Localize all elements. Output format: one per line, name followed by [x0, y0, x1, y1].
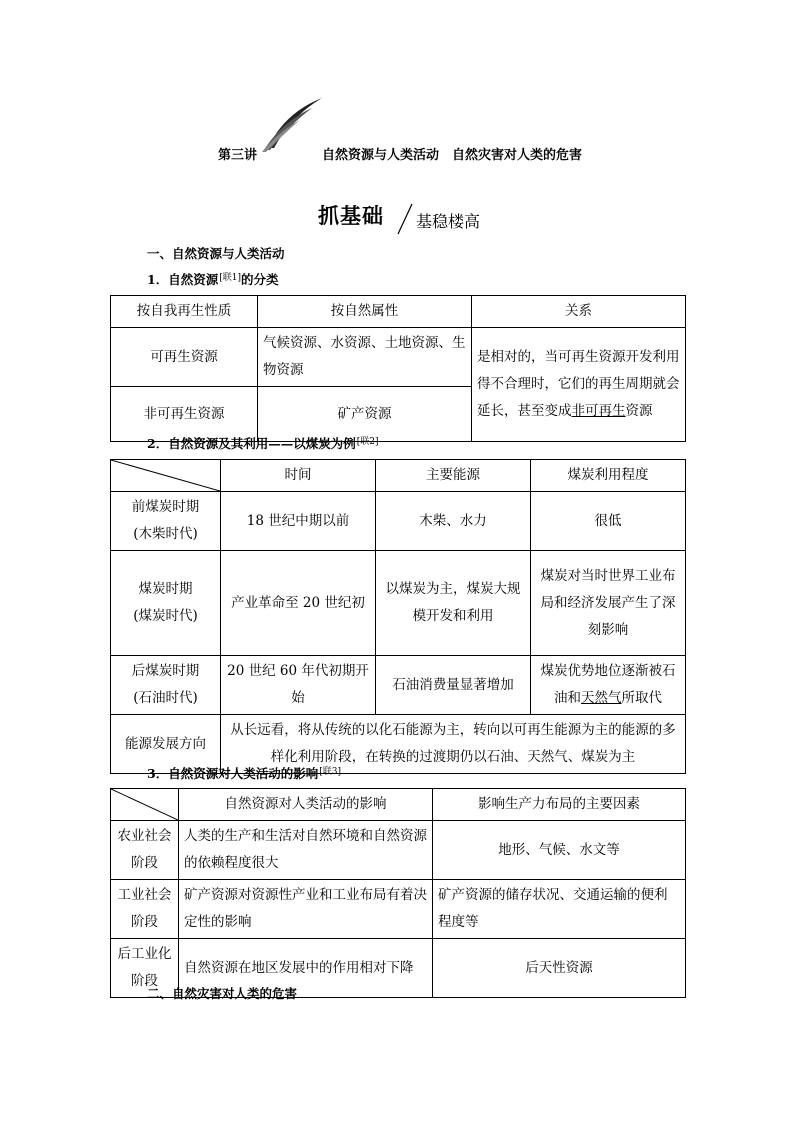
stage-cell: 工业社会阶段	[111, 880, 179, 939]
section-banner	[318, 200, 518, 236]
table2-header: 煤炭利用程度	[531, 460, 686, 492]
banner-main: 抓基础	[318, 203, 384, 228]
link-tag-2[interactable]: [联2]	[356, 437, 379, 447]
table3-cell: 矿产资源的储存状况、交通运输的便利程度等	[433, 880, 686, 939]
table2-cell: 石油消费量显著增加	[376, 656, 531, 715]
diagonal-header-cell	[111, 789, 179, 821]
section1-heading: 一、自然资源与人类活动	[147, 246, 285, 261]
table3-header: 自然资源对人类活动的影响	[179, 789, 433, 821]
period-alias: (煤炭时代)	[133, 608, 198, 624]
link-tag-3[interactable]: [联3]	[319, 767, 341, 777]
subheading-1-tail: 的分类	[240, 272, 279, 287]
table2-cell: 以煤炭为主，煤炭大规模开发和利用	[376, 551, 531, 656]
resource-impact-table	[110, 788, 686, 998]
subheading-3-text: 3．自然资源对人类活动的影响	[147, 766, 319, 781]
table3-cell: 人类的生产和生活对自然环境和自然资源的依赖程度很大	[179, 821, 433, 880]
diagonal-header-cell	[111, 460, 221, 492]
table3-cell: 地形、气候、水文等	[433, 821, 686, 880]
banner-sub: 基稳楼高	[416, 212, 481, 231]
table1-cell: 可再生资源	[111, 328, 258, 387]
direction-label: 能源发展方向	[111, 715, 221, 774]
relation-tail: 资源	[625, 403, 653, 419]
resource-classification-table	[110, 295, 686, 442]
table2-cell: 20 世纪 60 年代初期开始	[221, 656, 376, 715]
period-alias: (木柴时代)	[133, 526, 198, 542]
page-title: 自然资源与人类活动 自然灾害对人类的危害	[322, 148, 583, 163]
relation-text: 是相对的，当可再生资源开发利用得不合理时，它们的再生周期就会延长，甚至变成	[477, 349, 680, 419]
table2-cell: 产业革命至 20 世纪初	[221, 551, 376, 656]
subheading-1-text: 1．自然资源	[147, 272, 219, 287]
table3-cell: 后天性资源	[433, 939, 686, 998]
link-tag-1[interactable]: [联1]	[219, 273, 241, 283]
period-cell	[111, 551, 221, 656]
degree-tail: 所取代	[621, 690, 662, 706]
table2-cell: 煤炭对当时世界工业布局和经济发展产生了深刻影响	[531, 551, 686, 656]
degree-underline: 天然气	[581, 690, 622, 706]
section2-heading: 二、自然灾害对人类的危害	[147, 986, 298, 1001]
stage-cell: 后工业化阶段	[111, 939, 179, 998]
table2-cell: 18 世纪中期以前	[221, 492, 376, 551]
table3-header: 影响生产力布局的主要因素	[433, 789, 686, 821]
subheading-2-text: 2．自然资源及其利用——以煤炭为例	[147, 436, 356, 451]
degree-text: 煤炭优势地位逐渐被石油和	[540, 663, 676, 706]
table2-cell: 很低	[531, 492, 686, 551]
period-cell	[111, 492, 221, 551]
table1-header: 按自然属性	[258, 296, 472, 328]
table3-cell: 矿产资源对资源性产业和工业布局有着决定性的影响	[179, 880, 433, 939]
table1-cell: 矿产资源	[258, 387, 472, 442]
period-name: 后煤炭时期	[131, 663, 200, 679]
table2-cell	[531, 656, 686, 715]
table2-header: 时间	[221, 460, 376, 492]
table2-cell: 木柴、水力	[376, 492, 531, 551]
table1-header: 按自我再生性质	[111, 296, 258, 328]
table2-header: 主要能源	[376, 460, 531, 492]
period-cell	[111, 656, 221, 715]
stage-cell: 农业社会阶段	[111, 821, 179, 880]
direction-text: 从长远看，将从传统的以化石能源为主，转向以可再生能源为主的能源的多样化利用阶段，在转换的过渡期仍以石油、天然气、煤炭为主	[221, 715, 686, 774]
period-alias: (石油时代)	[133, 690, 198, 706]
relation-cell	[472, 328, 686, 442]
chapter-label: 第三讲	[218, 148, 258, 163]
period-name: 煤炭时期	[138, 581, 193, 597]
banner-slash	[396, 202, 414, 236]
coal-usage-table	[110, 459, 686, 774]
table3-cell: 自然资源在地区发展中的作用相对下降	[179, 939, 433, 998]
header-swoosh-logo	[262, 96, 324, 152]
relation-underline: 非可再生	[571, 403, 626, 419]
subheading-1	[147, 270, 278, 288]
period-name: 前煤炭时期	[131, 499, 200, 515]
table1-cell: 气候资源、水资源、土地资源、生物资源	[258, 328, 472, 387]
subheading-3	[147, 764, 341, 782]
table1-cell: 非可再生资源	[111, 387, 258, 442]
table1-header: 关系	[472, 296, 686, 328]
subheading-2	[147, 434, 378, 452]
